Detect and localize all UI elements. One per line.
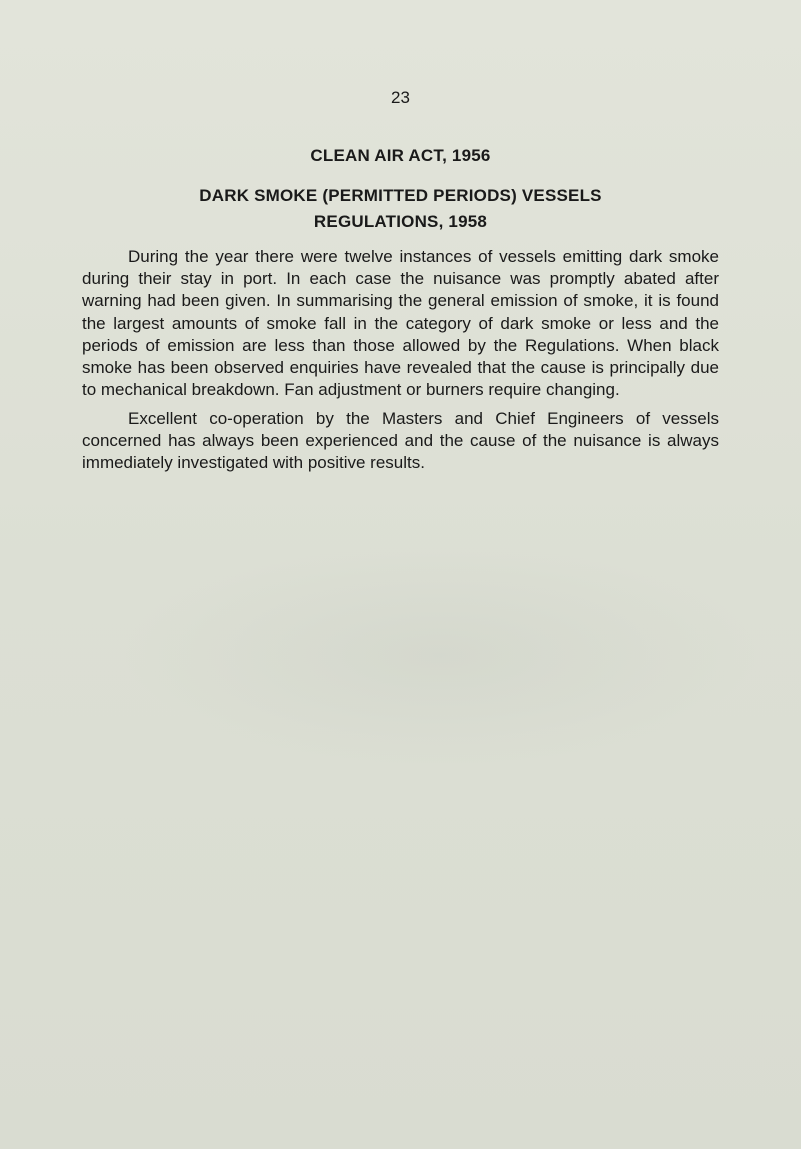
paragraph-dark-smoke-instances: During the year there were twelve instances of vessels emitting dark smoke during their stay in port. In each case the nuisance was promptly abated after warning had been given. In summarising the general emission of smoke, it is found the largest amounts of smoke fall in the category of dark smoke or less and the periods of emission are less than those allowed by the Regulations. When black smoke has been observed enquiries have revealed that the cause is principally due to mechanical breakdown. Fan adjustment or burners require changing. (82, 247, 719, 400)
paper-bleed-through (120, 540, 760, 770)
regulations-title-line-1: DARK SMOKE (PERMITTED PERIODS) VESSELS (199, 186, 602, 205)
page-number: 23 (391, 88, 410, 107)
act-title: CLEAN AIR ACT, 1956 (310, 146, 491, 165)
regulations-title-line-2: REGULATIONS, 1958 (313, 212, 488, 231)
paragraph-cooperation: Excellent co-operation by the Masters and Chief Engineers of vessels concerned has always been experienced and the cause of the nuisance is always immediately investigated with positive results. (82, 409, 719, 473)
